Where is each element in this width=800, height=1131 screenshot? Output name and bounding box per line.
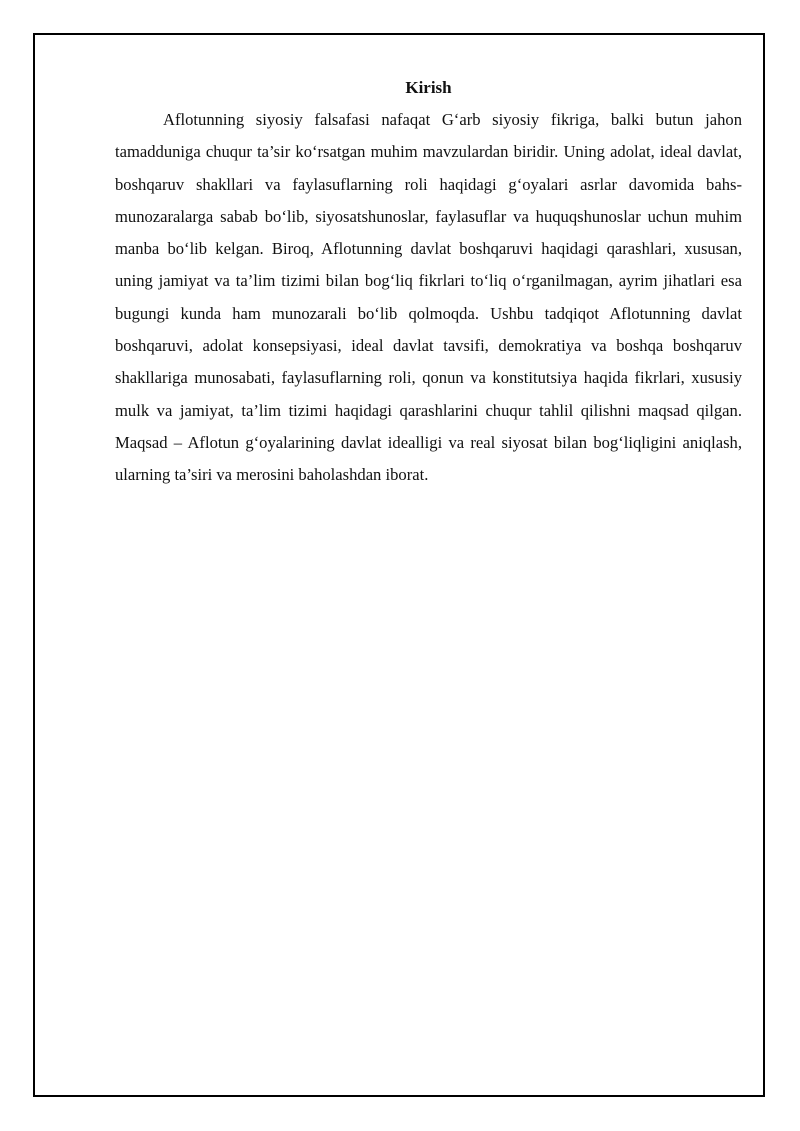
section-heading: Kirish bbox=[405, 78, 452, 97]
body-paragraph: Aflotunning siyosiy falsafasi nafaqat G‘arb siyosiy fikriga, balki butun jahon tamadduniga chuqur ta’sir ko‘rsatgan muhim mavzulardan biridir. Uning adolat, ideal davlat, boshqaruv shakllari va faylasuflarning roli haqidagi g‘oyalari asrlar davomida bahs-munozaralarga sabab bo‘lib, siyosatshunoslar, faylasuflar va huquqshunoslar uchun muhim manba bo‘lib kelgan. Biroq, Aflotunning davlat boshqaruvi haqidagi qarashlari, xususan, uning jamiyat va ta’lim tizimi bilan bog‘liq fikrlari to‘liq o‘rganilmagan, ayrim jihatlari esa bugungi kunda ham munozarali bo‘lib qolmoqda. Ushbu tadqiqot Aflotunning davlat boshqaruvi, adolat konsepsiyasi, ideal davlat tavsifi, demokratiya va boshqa boshqaruv shakllariga munosabati, faylasuflarning roli, qonun va konstitutsiya haqida fikrlari, xususiy mulk va jamiyat, ta’lim tizimi haqidagi qarashlarini chuqur tahlil qilishni maqsad qilgan. Maqsad – Aflotun g‘oyalarining davlat idealligi va real siyosat bilan bog‘liqligini aniqlash, ularning ta’siri va merosini baholashdan iborat. bbox=[115, 110, 742, 485]
document-body bbox=[115, 74, 742, 492]
